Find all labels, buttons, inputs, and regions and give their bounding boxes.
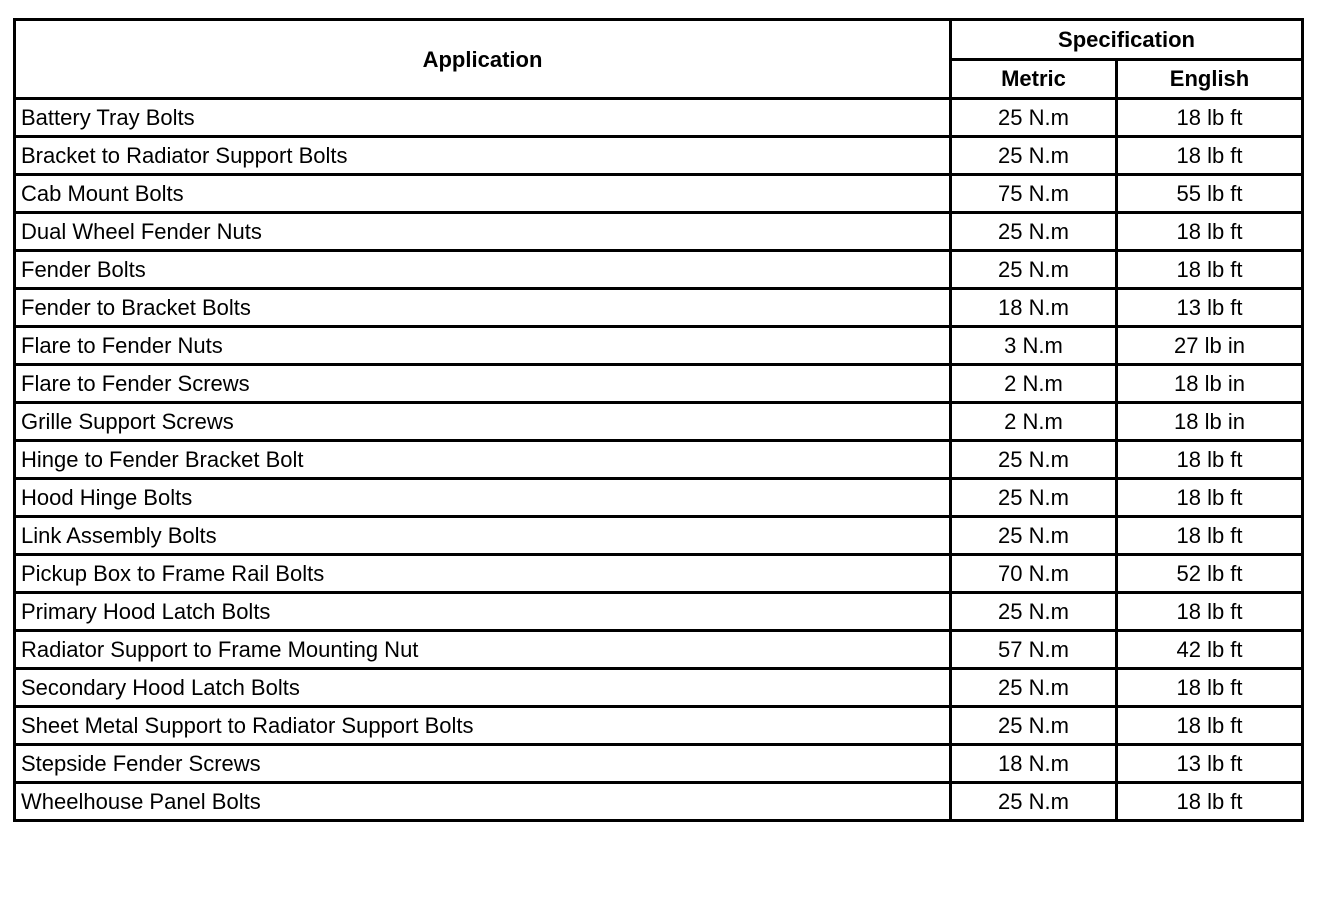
table-row — [15, 707, 1303, 745]
application-cell: Radiator Support to Frame Mounting Nut — [15, 631, 951, 669]
table-row — [15, 289, 1303, 327]
application-cell: Bracket to Radiator Support Bolts — [15, 137, 951, 175]
application-header: Application — [15, 20, 951, 99]
english-header: English — [1117, 59, 1303, 99]
english-cell: 13 lb ft — [1117, 289, 1303, 327]
english-cell: 18 lb ft — [1117, 137, 1303, 175]
metric-cell: 25 N.m — [951, 517, 1117, 555]
application-cell: Secondary Hood Latch Bolts — [15, 669, 951, 707]
metric-cell: 2 N.m — [951, 365, 1117, 403]
application-cell: Pickup Box to Frame Rail Bolts — [15, 555, 951, 593]
metric-cell: 2 N.m — [951, 403, 1117, 441]
application-cell: Hinge to Fender Bracket Bolt — [15, 441, 951, 479]
table-row — [15, 745, 1303, 783]
table-row — [15, 631, 1303, 669]
metric-cell: 25 N.m — [951, 783, 1117, 821]
english-cell: 18 lb ft — [1117, 479, 1303, 517]
table-row — [15, 327, 1303, 365]
metric-cell: 25 N.m — [951, 251, 1117, 289]
metric-cell: 25 N.m — [951, 213, 1117, 251]
application-cell: Stepside Fender Screws — [15, 745, 951, 783]
english-cell: 18 lb ft — [1117, 669, 1303, 707]
table-row — [15, 555, 1303, 593]
application-cell: Wheelhouse Panel Bolts — [15, 783, 951, 821]
metric-cell: 25 N.m — [951, 669, 1117, 707]
application-cell: Link Assembly Bolts — [15, 517, 951, 555]
english-cell: 18 lb in — [1117, 365, 1303, 403]
metric-cell: 57 N.m — [951, 631, 1117, 669]
english-cell: 18 lb ft — [1117, 251, 1303, 289]
english-cell: 18 lb in — [1117, 403, 1303, 441]
metric-cell: 75 N.m — [951, 175, 1117, 213]
application-cell: Fender to Bracket Bolts — [15, 289, 951, 327]
table-row — [15, 593, 1303, 631]
metric-cell: 25 N.m — [951, 593, 1117, 631]
application-cell: Flare to Fender Screws — [15, 365, 951, 403]
metric-cell: 25 N.m — [951, 479, 1117, 517]
specification-header: Specification — [951, 20, 1303, 60]
table-row — [15, 99, 1303, 137]
table-row — [15, 251, 1303, 289]
application-cell: Primary Hood Latch Bolts — [15, 593, 951, 631]
metric-cell: 3 N.m — [951, 327, 1117, 365]
metric-header: Metric — [951, 59, 1117, 99]
table-row — [15, 213, 1303, 251]
english-cell: 18 lb ft — [1117, 707, 1303, 745]
table-row — [15, 669, 1303, 707]
application-cell: Cab Mount Bolts — [15, 175, 951, 213]
application-cell: Battery Tray Bolts — [15, 99, 951, 137]
english-cell: 55 lb ft — [1117, 175, 1303, 213]
english-cell: 18 lb ft — [1117, 593, 1303, 631]
english-cell: 18 lb ft — [1117, 99, 1303, 137]
table-row — [15, 783, 1303, 821]
table-body — [15, 99, 1303, 821]
application-cell: Dual Wheel Fender Nuts — [15, 213, 951, 251]
metric-cell: 18 N.m — [951, 745, 1117, 783]
header-row-top — [15, 20, 1303, 60]
application-cell: Fender Bolts — [15, 251, 951, 289]
metric-cell: 25 N.m — [951, 99, 1117, 137]
table-row — [15, 137, 1303, 175]
english-cell: 18 lb ft — [1117, 213, 1303, 251]
table-row — [15, 403, 1303, 441]
english-cell: 18 lb ft — [1117, 441, 1303, 479]
application-cell: Grille Support Screws — [15, 403, 951, 441]
metric-cell: 70 N.m — [951, 555, 1117, 593]
metric-cell: 18 N.m — [951, 289, 1117, 327]
table-row — [15, 441, 1303, 479]
metric-cell: 25 N.m — [951, 441, 1117, 479]
application-cell: Hood Hinge Bolts — [15, 479, 951, 517]
english-cell: 27 lb in — [1117, 327, 1303, 365]
english-cell: 52 lb ft — [1117, 555, 1303, 593]
torque-spec-table — [13, 18, 1304, 822]
english-cell: 18 lb ft — [1117, 783, 1303, 821]
metric-cell: 25 N.m — [951, 707, 1117, 745]
english-cell: 18 lb ft — [1117, 517, 1303, 555]
english-cell: 42 lb ft — [1117, 631, 1303, 669]
table-row — [15, 517, 1303, 555]
table-row — [15, 175, 1303, 213]
table-row — [15, 479, 1303, 517]
metric-cell: 25 N.m — [951, 137, 1117, 175]
application-cell: Flare to Fender Nuts — [15, 327, 951, 365]
application-cell: Sheet Metal Support to Radiator Support Bolts — [15, 707, 951, 745]
table-row — [15, 365, 1303, 403]
english-cell: 13 lb ft — [1117, 745, 1303, 783]
